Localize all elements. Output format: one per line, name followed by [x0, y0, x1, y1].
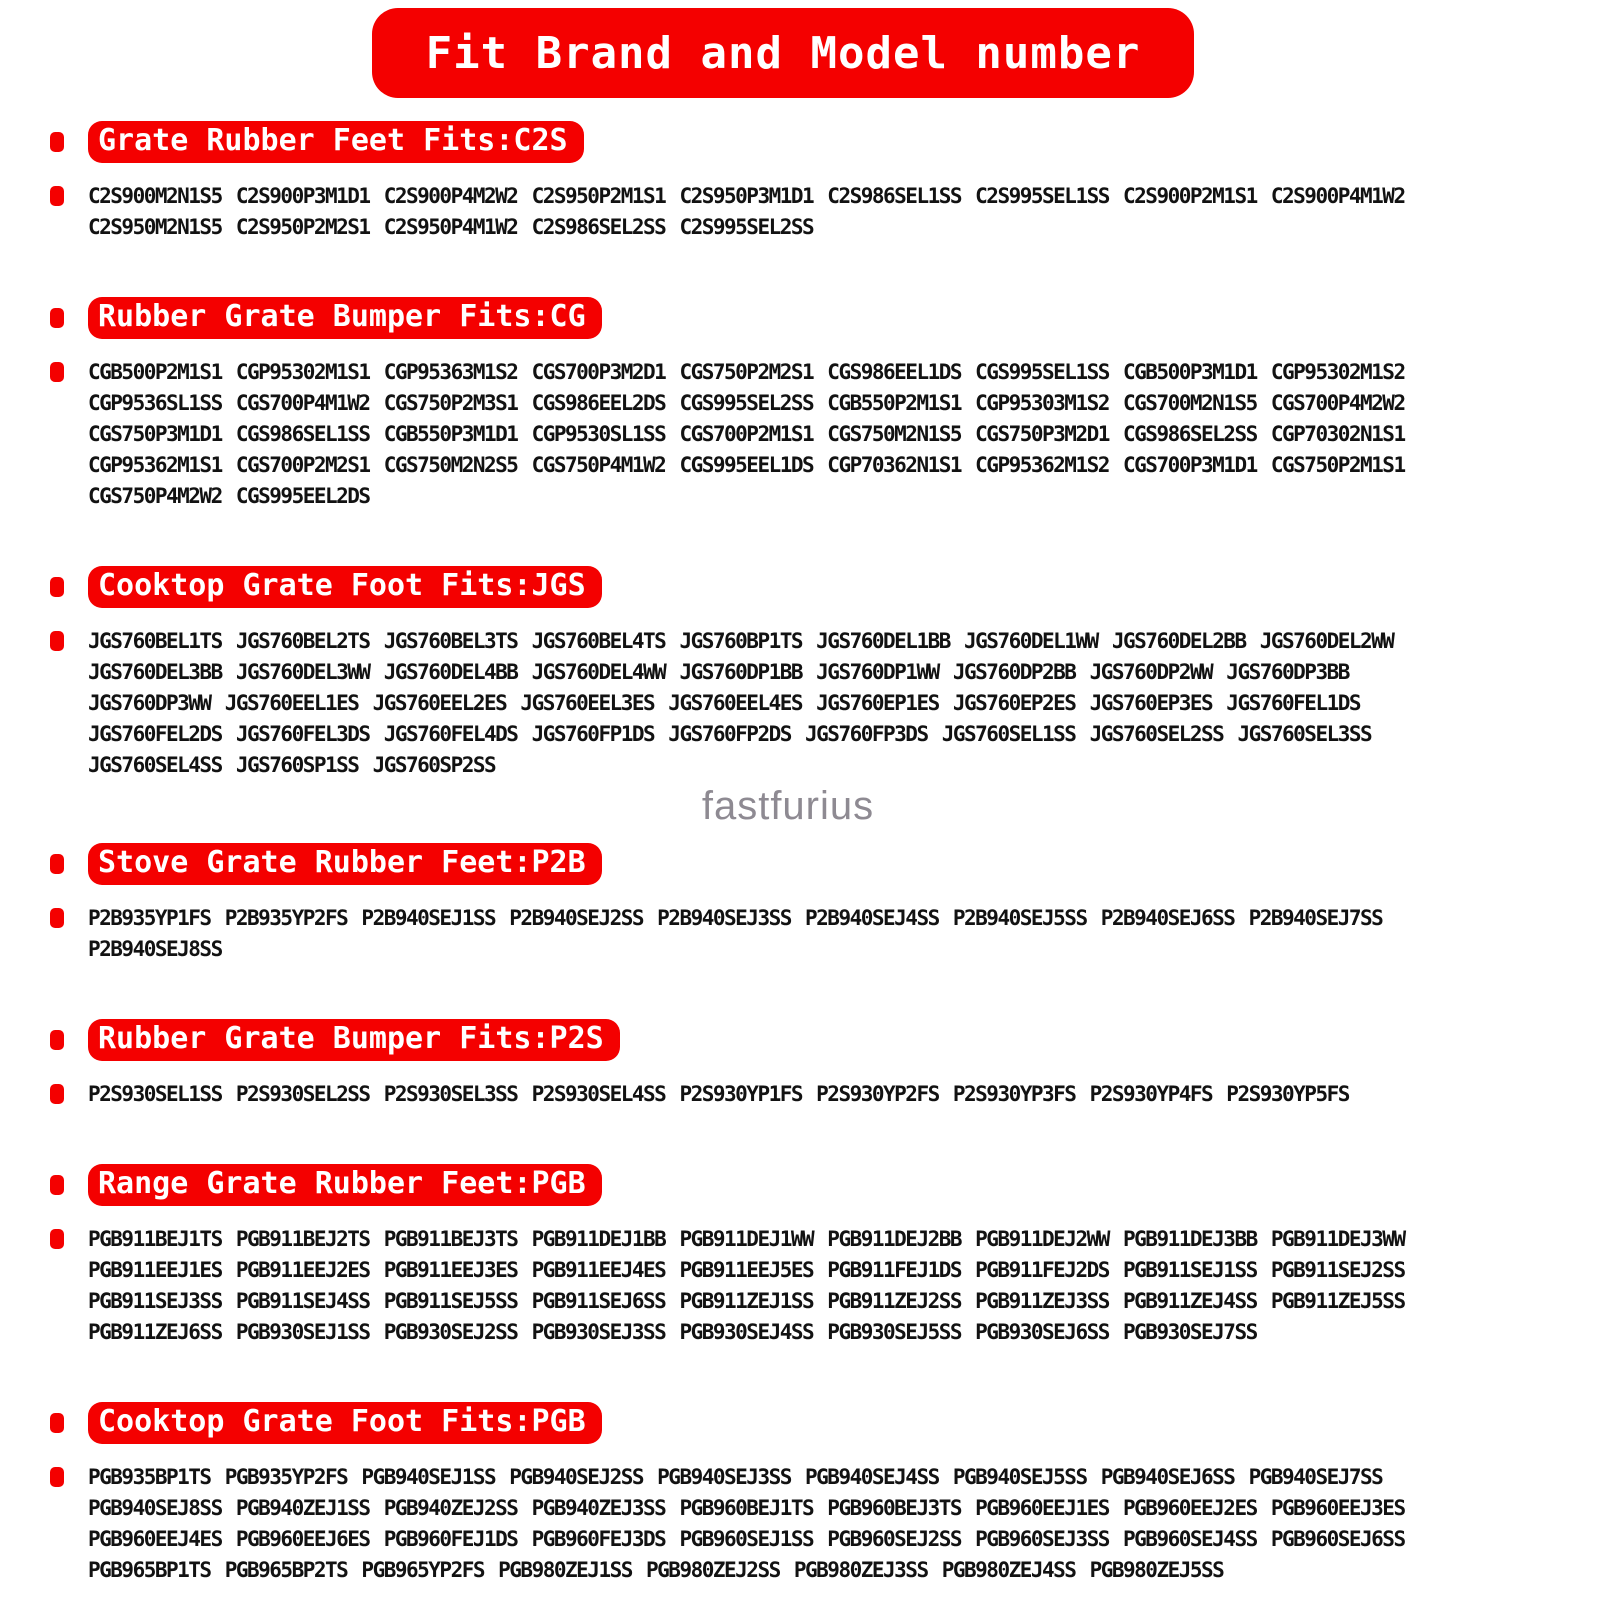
bullet-icon — [50, 1084, 64, 1104]
section — [0, 1019, 1600, 1110]
bullet-icon — [50, 631, 64, 651]
model-row: P2S930SEL1SS P2S930SEL2SS P2S930SEL3SS P2S930SEL4SS P2S930YP1FS P2S930YP2FS P2S930YP3FS P2S930YP4FS P2S930YP5FS — [88, 1082, 1349, 1106]
bullet-icon — [50, 1413, 64, 1433]
model-row: CGS750P4M2W2 CGS995EEL2DS — [88, 484, 370, 508]
model-row: CGP9536SL1SS CGS700P4M1W2 CGS750P2M3S1 CGS986EEL2DS CGS995SEL2SS CGB550P2M1S1 CGP95303M1S2 CGS700M2N1S5 CGS700P4M2W2 — [88, 391, 1405, 415]
model-row: CGB500P2M1S1 CGP95302M1S1 CGP95363M1S2 CGS700P3M2D1 CGS750P2M2S1 CGS986EEL1DS CGS995SEL1SS CGB500P3M1D1 CGP95302M1S2 — [88, 360, 1405, 384]
section-label: Cooktop Grate Foot Fits:PGB — [88, 1402, 602, 1444]
section-label: Cooktop Grate Foot Fits:JGS — [88, 566, 602, 608]
bullet-icon — [50, 1030, 64, 1050]
section — [0, 121, 1600, 243]
section-label: Range Grate Rubber Feet:PGB — [88, 1164, 602, 1206]
model-row: JGS760DP3WW JGS760EEL1ES JGS760EEL2ES JGS760EEL3ES JGS760EEL4ES JGS760EP1ES JGS760EP2ES JGS760EP3ES JGS760FEL1DS — [88, 691, 1361, 715]
section — [0, 843, 1600, 965]
section — [0, 297, 1600, 512]
model-row: JGS760FEL2DS JGS760FEL3DS JGS760FEL4DS JGS760FP1DS JGS760FP2DS JGS760FP3DS JGS760SEL1SS JGS760SEL2SS JGS760SEL3SS — [88, 722, 1372, 746]
model-list-rows — [88, 1224, 1405, 1348]
section-header — [50, 1019, 1600, 1061]
section-label: Rubber Grate Bumper Fits:P2S — [88, 1019, 620, 1061]
bullet-icon — [50, 854, 64, 874]
model-row: C2S950M2N1S5 C2S950P2M2S1 C2S950P4M1W2 C2S986SEL2SS C2S995SEL2SS — [88, 215, 814, 239]
section-header — [50, 1402, 1600, 1444]
model-list — [50, 903, 1600, 965]
section-header — [50, 297, 1600, 339]
bullet-icon — [50, 362, 64, 382]
section-label: Rubber Grate Bumper Fits:CG — [88, 297, 602, 339]
section-header — [50, 121, 1600, 163]
section-label: Grate Rubber Feet Fits:C2S — [88, 121, 584, 163]
watermark: fastfurius — [701, 784, 875, 828]
bullet-icon — [50, 308, 64, 328]
sections-top — [0, 121, 1600, 781]
model-row: PGB965BP1TS PGB965BP2TS PGB965YP2FS PGB980ZEJ1SS PGB980ZEJ2SS PGB980ZEJ3SS PGB980ZEJ4SS PGB980ZEJ5SS — [88, 1558, 1224, 1582]
title-banner — [372, 8, 1194, 98]
model-list — [50, 1079, 1600, 1110]
section — [0, 1164, 1600, 1348]
section-header — [50, 566, 1600, 608]
model-row: PGB911EEJ1ES PGB911EEJ2ES PGB911EEJ3ES PGB911EEJ4ES PGB911EEJ5ES PGB911FEJ1DS PGB911FEJ2DS PGB911SEJ1SS PGB911SEJ2SS — [88, 1258, 1405, 1282]
model-list-rows — [88, 626, 1393, 781]
model-row: JGS760BEL1TS JGS760BEL2TS JGS760BEL3TS JGS760BEL4TS JGS760BP1TS JGS760DEL1BB JGS760DEL1WW JGS760DEL2BB JGS760DEL2WW — [88, 629, 1394, 653]
model-list — [50, 1462, 1600, 1586]
bullet-icon — [50, 1175, 64, 1195]
model-list-rows — [88, 903, 1382, 965]
bullet-icon — [50, 186, 64, 206]
model-list — [50, 1224, 1600, 1348]
section-header — [50, 843, 1600, 885]
section-label: Stove Grate Rubber Feet:P2B — [88, 843, 602, 885]
page-title: Fit Brand and Model number — [425, 27, 1141, 79]
model-row: PGB935BP1TS PGB935YP2FS PGB940SEJ1SS PGB940SEJ2SS PGB940SEJ3SS PGB940SEJ4SS PGB940SEJ5SS PGB940SEJ6SS PGB940SEJ7SS — [88, 1465, 1383, 1489]
model-row: PGB940SEJ8SS PGB940ZEJ1SS PGB940ZEJ2SS PGB940ZEJ3SS PGB960BEJ1TS PGB960BEJ3TS PGB960EEJ1ES PGB960EEJ2ES PGB960EEJ3ES — [88, 1496, 1405, 1520]
model-row: PGB911ZEJ6SS PGB930SEJ1SS PGB930SEJ2SS PGB930SEJ3SS PGB930SEJ4SS PGB930SEJ5SS PGB930SEJ6SS PGB930SEJ7SS — [88, 1320, 1257, 1344]
section-header — [50, 1164, 1600, 1206]
model-list-rows — [88, 357, 1405, 512]
model-row: PGB911SEJ3SS PGB911SEJ4SS PGB911SEJ5SS PGB911SEJ6SS PGB911ZEJ1SS PGB911ZEJ2SS PGB911ZEJ3SS PGB911ZEJ4SS PGB911ZEJ5SS — [88, 1289, 1405, 1313]
bullet-icon — [50, 908, 64, 928]
model-row: P2B940SEJ8SS — [88, 937, 222, 961]
model-row: C2S900M2N1S5 C2S900P3M1D1 C2S900P4M2W2 C2S950P2M1S1 C2S950P3M1D1 C2S986SEL1SS C2S995SEL1SS C2S900P2M1S1 C2S900P4M1W2 — [88, 184, 1405, 208]
model-row: PGB911BEJ1TS PGB911BEJ2TS PGB911BEJ3TS PGB911DEJ1BB PGB911DEJ1WW PGB911DEJ2BB PGB911DEJ2WW PGB911DEJ3BB PGB911DEJ3WW — [88, 1227, 1405, 1251]
model-row: CGS750P3M1D1 CGS986SEL1SS CGB550P3M1D1 CGP9530SL1SS CGS700P2M1S1 CGS750M2N1S5 CGS750P3M2D1 CGS986SEL2SS CGP70302N1S1 — [88, 422, 1405, 446]
section — [0, 1402, 1600, 1586]
model-list-rows — [88, 1462, 1405, 1586]
bullet-icon — [50, 577, 64, 597]
section — [0, 566, 1600, 781]
model-row: JGS760SEL4SS JGS760SP1SS JGS760SP2SS — [88, 753, 496, 777]
model-list — [50, 357, 1600, 512]
model-row: P2B935YP1FS P2B935YP2FS P2B940SEJ1SS P2B940SEJ2SS P2B940SEJ3SS P2B940SEJ4SS P2B940SEJ5SS P2B940SEJ6SS P2B940SEJ7SS — [88, 906, 1383, 930]
model-list — [50, 181, 1600, 243]
model-row: JGS760DEL3BB JGS760DEL3WW JGS760DEL4BB JGS760DEL4WW JGS760DP1BB JGS760DP1WW JGS760DP2BB JGS760DP2WW JGS760DP3BB — [88, 660, 1349, 684]
bullet-icon — [50, 132, 64, 152]
model-row: PGB960EEJ4ES PGB960EEJ6ES PGB960FEJ1DS PGB960FEJ3DS PGB960SEJ1SS PGB960SEJ2SS PGB960SEJ3SS PGB960SEJ4SS PGB960SEJ6SS — [88, 1527, 1405, 1551]
bullet-icon — [50, 1229, 64, 1249]
model-list — [50, 626, 1600, 781]
bullet-icon — [50, 1467, 64, 1487]
model-row: CGP95362M1S1 CGS700P2M2S1 CGS750M2N2S5 CGS750P4M1W2 CGS995EEL1DS CGP70362N1S1 CGP95362M1S2 CGS700P3M1D1 CGS750P2M1S1 — [88, 453, 1405, 477]
model-list-rows — [88, 1079, 1349, 1110]
sections-bottom — [0, 843, 1600, 1586]
model-list-rows — [88, 181, 1405, 243]
